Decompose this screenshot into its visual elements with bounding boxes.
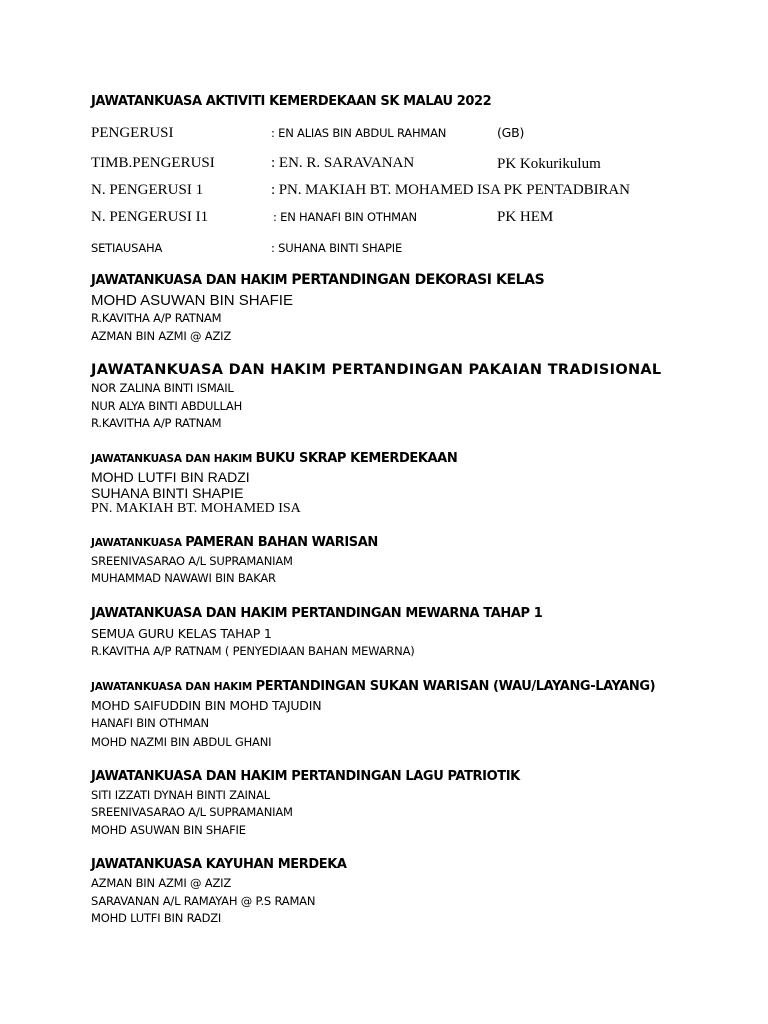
officer-role-vice-chair: TIMB.PENGERUSI	[91, 155, 215, 171]
officer-role-secretary: SETIAUSAHA	[91, 241, 163, 255]
section-heading-heritage-exhibition	[91, 536, 378, 549]
member-item: R.KAVITHA A/P RATNAM	[91, 416, 222, 430]
officer-name-vice-chair: : EN. R. SARAVANAN	[271, 155, 415, 171]
section-heading-main: BUKU SKRAP KEMERDEKAAN	[255, 451, 458, 466]
section-heading-prefix: JAWATANKUASA	[91, 537, 186, 549]
section-heading-main: PERTANDINGAN DEKORASI KELAS	[291, 272, 545, 288]
section-heading-coloring-contest: JAWATANKUASA DAN HAKIM PERTANDINGAN MEWARNA TAHAP 1	[91, 606, 543, 621]
section-heading-patriotic-song: JAWATANKUASA DAN HAKIM PERTANDINGAN LAGU PATRIOTIK	[91, 769, 520, 784]
member-item: MOHD LUTFI BIN RADZI	[91, 911, 222, 925]
member-item: MOHD SAIFUDDIN BIN MOHD TAJUDIN	[91, 698, 322, 713]
officer-role-chair: PENGERUSI	[91, 125, 174, 141]
officer-position-vice-chair: PK Kokurikulum	[497, 156, 601, 172]
member-item: MOHD NAZMI BIN ABDUL GHANI	[91, 735, 272, 749]
member-item: PN. MAKIAH BT. MOHAMED ISA	[91, 501, 301, 516]
section-heading-main: PAMERAN BAHAN WARISAN	[185, 535, 378, 550]
member-item: HANAFI BIN OTHMAN	[91, 716, 209, 730]
officer-role-deputy-2: N. PENGERUSI I1	[91, 209, 209, 225]
section-heading-class-decoration	[91, 273, 544, 287]
member-item: SITI IZZATI DYNAH BINTI ZAINAL	[91, 788, 270, 802]
member-item: MOHD ASUWAN BIN SHAFIE	[91, 292, 293, 309]
section-heading-heritage-sports	[91, 680, 655, 693]
member-item: SREENIVASARAO A/L SUPRAMANIAM	[91, 554, 293, 568]
section-heading-prefix: JAWATANKUASA DAN HAKIM	[91, 273, 292, 288]
officer-position-deputy-2: PK HEM	[497, 209, 554, 225]
section-heading-prefix: JAWATANKUASA DAN HAKIM	[91, 681, 256, 693]
section-heading-independence-ride: JAWATANKUASA KAYUHAN MERDEKA	[91, 857, 347, 872]
member-item: NUR ALYA BINTI ABDULLAH	[91, 399, 243, 413]
section-heading-prefix: JAWATANKUASA DAN HAKIM	[91, 453, 256, 465]
member-item: SREENIVASARAO A/L SUPRAMANIAM	[91, 805, 293, 819]
officer-name-chair: : EN ALIAS BIN ABDUL RAHMAN	[271, 126, 447, 140]
officer-position-chair: (GB)	[497, 125, 525, 140]
member-item: R.KAVITHA A/P RATNAM	[91, 311, 222, 325]
member-item: SARAVANAN A/L RAMAYAH @ P.S RAMAN	[91, 894, 316, 908]
member-item: SEMUA GURU KELAS TAHAP 1	[91, 626, 272, 641]
officer-name-deputy-1: : PN. MAKIAH BT. MOHAMED ISA PK PENTADBIRAN	[271, 182, 630, 198]
member-item: NOR ZALINA BINTI ISMAIL	[91, 381, 234, 395]
member-item: AZMAN BIN AZMI @ AZIZ	[91, 876, 232, 890]
officer-role-deputy-1: N. PENGERUSI 1	[91, 182, 204, 198]
member-item: MUHAMMAD NAWAWI BIN BAKAR	[91, 571, 276, 585]
member-item: R.KAVITHA A/P RATNAM ( PENYEDIAAN BAHAN MEWARNA)	[91, 644, 415, 658]
member-item: SUHANA BINTI SHAPIE	[91, 485, 244, 501]
section-heading-traditional-costume: JAWATANKUASA DAN HAKIM PERTANDINGAN PAKAIAN TRADISIONAL	[91, 362, 662, 378]
section-heading-main: PERTANDINGAN SUKAN WARISAN (WAU/LAYANG-LAYANG)	[255, 679, 656, 694]
member-item: AZMAN BIN AZMI @ AZIZ	[91, 329, 232, 343]
member-item: MOHD ASUWAN BIN SHAFIE	[91, 823, 246, 837]
officer-name-deputy-2: : EN HANAFI BIN OTHMAN	[273, 210, 417, 224]
officer-name-secretary: : SUHANA BINTI SHAPIE	[271, 241, 403, 255]
member-item: MOHD LUTFI BIN RADZI	[91, 469, 250, 485]
section-heading-scrapbook	[91, 452, 457, 465]
document-title: JAWATANKUASA AKTIVITI KEMERDEKAAN SK MALAU 2022	[91, 94, 492, 109]
